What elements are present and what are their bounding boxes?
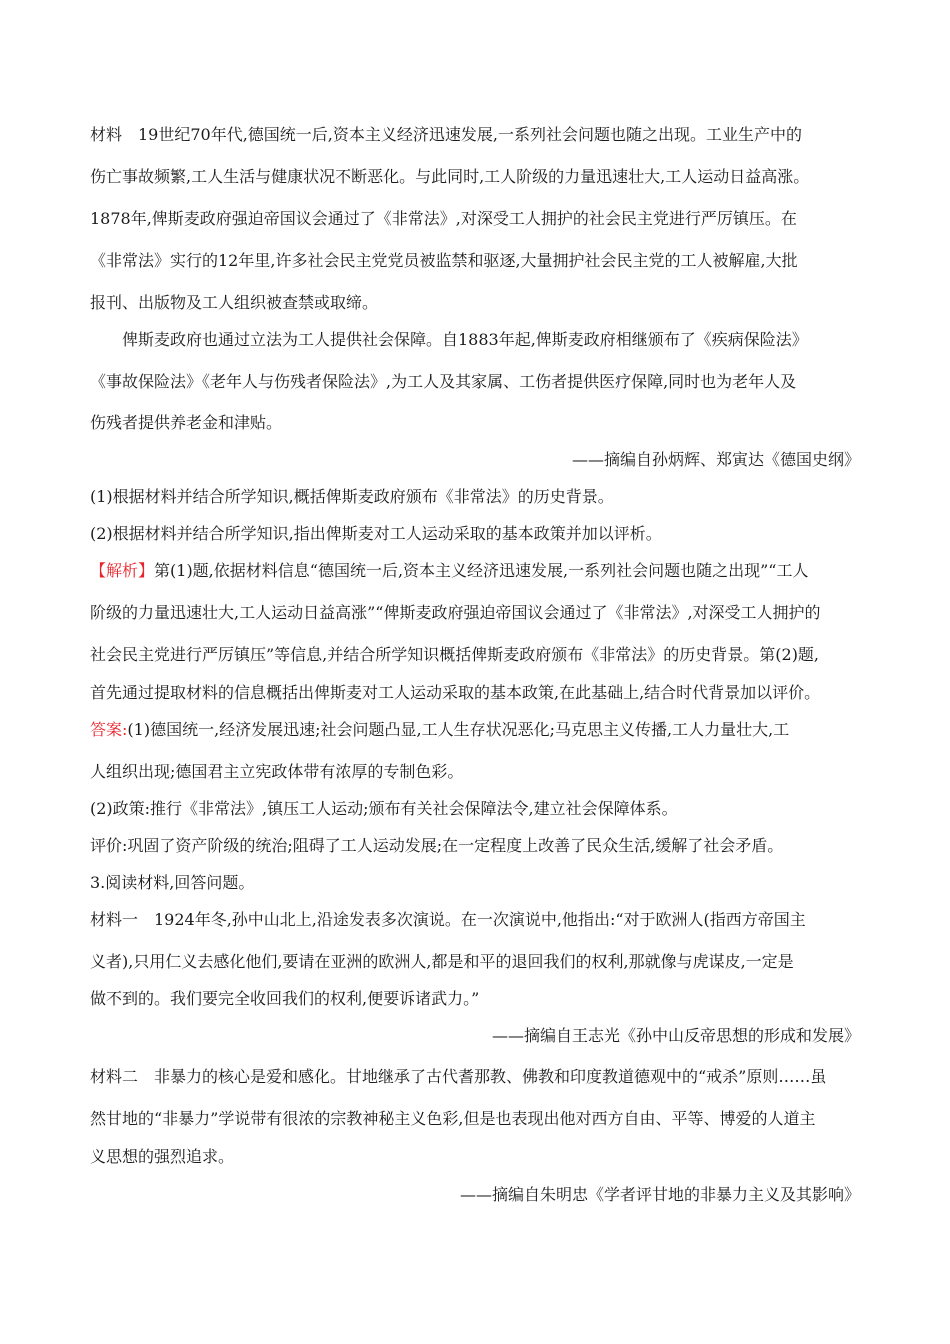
q3-source-1: ——摘编自王志光《孙中山反帝思想的形成和发展》 [491, 1026, 860, 1045]
analysis-text: 第(1)题,依据材料信息“德国统一后,资本主义经济迅速发展,一系列社会问题也随之出现”“工人 [154, 561, 809, 580]
material-line-7: 《事故保险法》《老年人与伤残者保险法》,为工人及其家属、工伤者提供医疗保障,同时也为老年人及 [90, 372, 797, 391]
q3-material1-line-1: 材料一 1924年冬,孙中山北上,沿途发表多次演说。在一次演说中,他指出:“对于欧洲人(指西方帝国主 [90, 910, 806, 929]
answer-line-4: 评价:巩固了资产阶级的统治;阻碍了工人运动发展;在一定程度上改善了民众生活,缓解了社会矛盾。 [90, 836, 784, 855]
question-2: (2)根据材料并结合所学知识,指出俾斯麦对工人运动采取的基本政策并加以评析。 [90, 524, 662, 543]
analysis-tag: 【解析】 [90, 561, 155, 580]
material-line-4: 《非常法》实行的12年里,许多社会民主党党员被监禁和驱逐,大量拥护社会民主党的工人被解雇,大批 [90, 251, 798, 270]
analysis-line-4: 首先通过提取材料的信息概括出俾斯麦对工人运动采取的基本政策,在此基础上,结合时代背景加以评价。 [90, 683, 821, 702]
question-1: (1)根据材料并结合所学知识,概括俾斯麦政府颁布《非常法》的历史背景。 [90, 487, 614, 506]
material-line-6: 俾斯麦政府也通过立法为工人提供社会保障。自1883年起,俾斯麦政府相继颁布了《疾病保险法》 [122, 330, 808, 349]
answer-line-2: 人组织出现;德国君主立宪政体带有浓厚的专制色彩。 [90, 762, 464, 781]
q3-material2-line-2: 然甘地的“非暴力”学说带有很浓的宗教神秘主义色彩,但是也表现出他对西方自由、平等、博爱的人道主 [90, 1109, 816, 1128]
analysis-line-1 [90, 559, 865, 583]
material-line-2: 伤亡事故频繁,工人生活与健康状况不断恶化。与此同时,工人阶级的力量迅速壮大,工人运动日益高涨。 [90, 167, 810, 186]
q3-heading: 3.阅读材料,回答问题。 [90, 873, 255, 892]
material-line-1: 材料 19世纪70年代,德国统一后,资本主义经济迅速发展,一系列社会问题也随之出现。工业生产中的 [90, 125, 802, 144]
analysis-line-3: 社会民主党进行严厉镇压”等信息,并结合所学知识概括俾斯麦政府颁布《非常法》的历史背景。第(2)题, [90, 645, 820, 664]
q3-material2-line-1: 材料二 非暴力的核心是爱和感化。甘地继承了古代耆那教、佛教和印度教道德观中的“戒杀”原则……虽 [90, 1067, 827, 1086]
q3-material2-line-3: 义思想的强烈追求。 [90, 1147, 235, 1166]
q3-material1-line-2: 义者),只用仁义去感化他们,要请在亚洲的欧洲人,都是和平的退回我们的权利,那就像与虎谋皮,一定是 [90, 952, 794, 971]
analysis-line-2: 阶级的力量迅速壮大,工人运动日益高涨”“俾斯麦政府强迫帝国议会通过了《非常法》,对深受工人拥护的 [90, 603, 821, 622]
answer-line-3: (2)政策:推行《非常法》,镇压工人运动;颁布有关社会保障法令,建立社会保障体系。 [90, 799, 678, 818]
material-line-3: 1878年,俾斯麦政府强迫帝国议会通过了《非常法》,对深受工人拥护的社会民主党进行严厉镇压。在 [90, 209, 797, 228]
q3-source-2: ——摘编自朱明忠《学者评甘地的非暴力主义及其影响》 [459, 1185, 860, 1204]
answer-tag: 答案: [90, 720, 128, 739]
material-line-5: 报刊、出版物及工人组织被查禁或取缔。 [90, 293, 379, 312]
q3-material1-line-3: 做不到的。我们要完全收回我们的权利,便要诉诸武力。” [90, 989, 480, 1008]
answer-text: (1)德国统一,经济发展迅速;社会问题凸显,工人生存状况恶化;马克思主义传播,工人力量壮大,工 [127, 720, 790, 739]
material-source: ——摘编自孙炳辉、郑寅达《德国史纲》 [571, 450, 860, 469]
material-line-8: 伤残者提供养老金和津贴。 [90, 413, 283, 432]
answer-line-1 [90, 718, 865, 742]
